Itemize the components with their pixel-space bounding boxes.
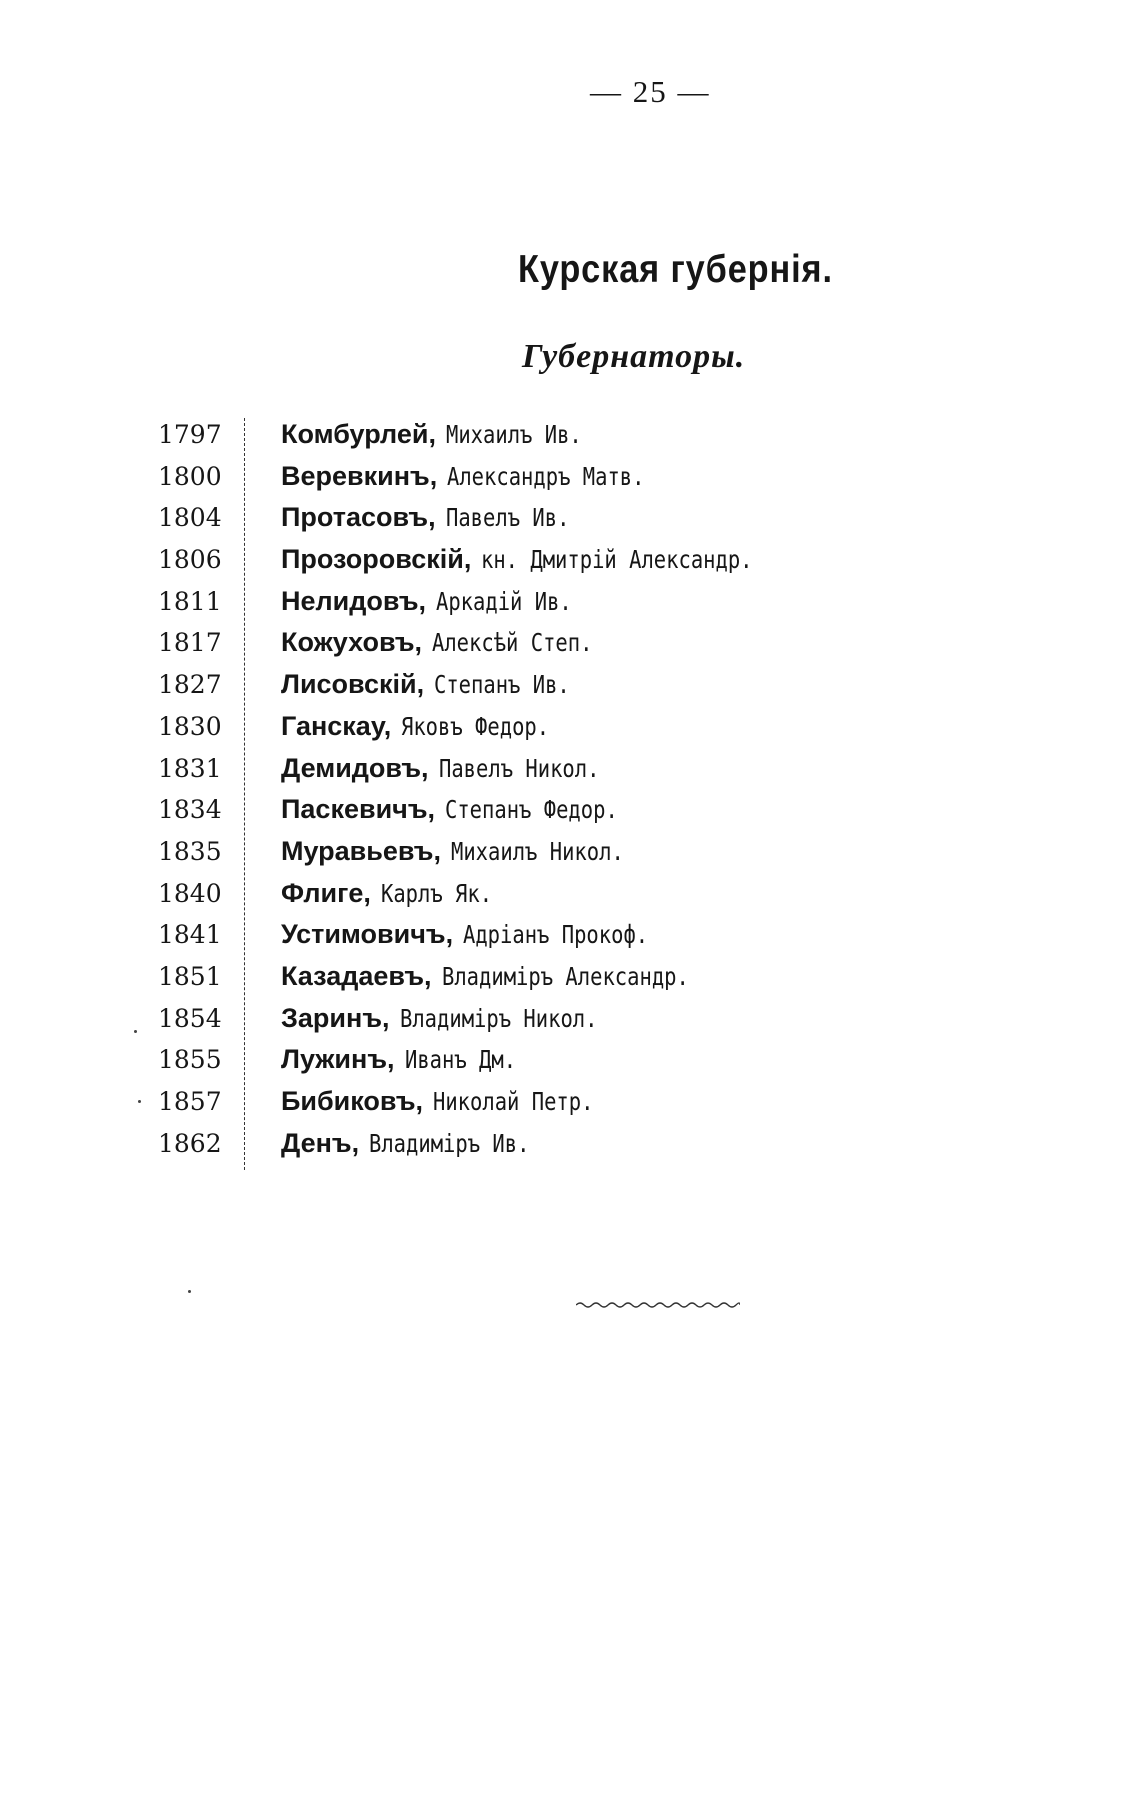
governor-surname: Заринъ, bbox=[281, 1002, 390, 1033]
page-number: — 25 — bbox=[590, 74, 711, 109]
governor-given-names: Степанъ Федор. bbox=[445, 795, 618, 825]
governor-given-names: Степанъ Ив. bbox=[434, 670, 570, 700]
governor-surname: Муравьевъ, bbox=[281, 835, 441, 866]
governor-row bbox=[148, 1123, 848, 1165]
governor-year: 1855 bbox=[158, 1045, 222, 1075]
governor-row bbox=[148, 581, 848, 623]
governor-row bbox=[148, 456, 848, 498]
governor-row bbox=[148, 706, 848, 748]
governor-given-names: Владиміръ Ив. bbox=[369, 1128, 530, 1158]
governor-year: 1862 bbox=[158, 1128, 222, 1158]
print-speck bbox=[134, 1030, 137, 1033]
governor-surname: Казадаевъ, bbox=[281, 960, 432, 991]
governor-given-names: кн. Дмитрій Александр. bbox=[481, 545, 753, 575]
governor-surname: Лисовскій, bbox=[281, 669, 425, 700]
governor-year: 1817 bbox=[158, 628, 222, 658]
governor-surname: Кожуховъ, bbox=[281, 627, 423, 658]
governor-given-names: Карлъ Як. bbox=[381, 878, 493, 908]
governor-surname: Лужинъ, bbox=[281, 1044, 395, 1075]
governor-year: 1811 bbox=[158, 586, 222, 616]
governor-given-names: Владиміръ Никол. bbox=[400, 1003, 598, 1033]
governor-row bbox=[148, 748, 848, 790]
governor-surname: Демидовъ, bbox=[281, 752, 429, 783]
governor-given-names: Павелъ Никол. bbox=[439, 753, 600, 783]
governor-given-names: Александръ Матв. bbox=[447, 461, 645, 491]
governor-given-names: Владиміръ Александр. bbox=[442, 961, 689, 991]
governor-row bbox=[148, 497, 848, 539]
print-speck bbox=[138, 1100, 141, 1103]
governor-surname: Веревкинъ, bbox=[281, 460, 438, 491]
governor-given-names: Алексѣй Степ. bbox=[432, 628, 593, 658]
governor-row bbox=[148, 873, 848, 915]
governor-surname: Устимовичъ, bbox=[281, 919, 454, 950]
governor-row bbox=[148, 622, 848, 664]
governor-row bbox=[148, 998, 848, 1040]
governor-year: 1806 bbox=[158, 545, 222, 575]
governor-given-names: Михаилъ Ив. bbox=[446, 420, 582, 449]
governor-surname: Денъ, bbox=[281, 1127, 360, 1158]
governors-list bbox=[148, 414, 848, 1164]
governor-given-names: Аркадій Ив. bbox=[436, 586, 572, 616]
governor-row bbox=[148, 789, 848, 831]
governor-surname: Ганскау, bbox=[281, 710, 392, 741]
governor-surname: Комбурлей, bbox=[281, 419, 436, 449]
governor-row bbox=[148, 914, 848, 956]
governor-surname: Прозоровскій, bbox=[281, 544, 472, 575]
print-speck bbox=[188, 1290, 191, 1293]
section-title: Курская губернія. bbox=[518, 248, 833, 291]
governor-given-names: Иванъ Дм. bbox=[405, 1045, 517, 1075]
governor-year: 1857 bbox=[158, 1087, 222, 1116]
governor-year: 1835 bbox=[158, 836, 222, 866]
governor-year: 1800 bbox=[158, 461, 222, 491]
list-subtitle: Губернаторы. bbox=[522, 338, 746, 375]
governor-surname: Флиге, bbox=[281, 877, 371, 908]
governor-given-names: Адріанъ Прокоф. bbox=[463, 920, 649, 950]
governor-row bbox=[148, 1081, 848, 1123]
governor-surname: Протасовъ, bbox=[281, 502, 436, 533]
governor-year: 1834 bbox=[158, 795, 222, 825]
governor-year: 1827 bbox=[158, 670, 222, 700]
governor-year: 1831 bbox=[158, 753, 222, 783]
governor-year: 1851 bbox=[158, 961, 222, 991]
governor-row bbox=[148, 414, 848, 456]
governor-surname: Нелидовъ, bbox=[281, 585, 427, 616]
governor-row bbox=[148, 831, 848, 873]
governor-year: 1804 bbox=[158, 503, 222, 533]
governor-given-names: Николай Петр. bbox=[433, 1087, 594, 1116]
governor-given-names: Михаилъ Никол. bbox=[451, 836, 624, 866]
governor-row bbox=[148, 956, 848, 998]
governor-given-names: Яковъ Федор. bbox=[401, 711, 550, 741]
governor-year: 1841 bbox=[158, 920, 222, 950]
governor-given-names: Павелъ Ив. bbox=[446, 503, 570, 533]
governor-year: 1840 bbox=[158, 878, 222, 908]
governor-row bbox=[148, 664, 848, 706]
governor-surname: Бибиковъ, bbox=[281, 1086, 424, 1116]
governor-row bbox=[148, 539, 848, 581]
governor-year: 1830 bbox=[158, 711, 222, 741]
governor-row bbox=[148, 1039, 848, 1081]
governor-surname: Паскевичъ, bbox=[281, 794, 436, 825]
ornamental-divider bbox=[576, 1300, 740, 1310]
governor-year: 1797 bbox=[158, 420, 222, 449]
governor-year: 1854 bbox=[158, 1003, 222, 1033]
